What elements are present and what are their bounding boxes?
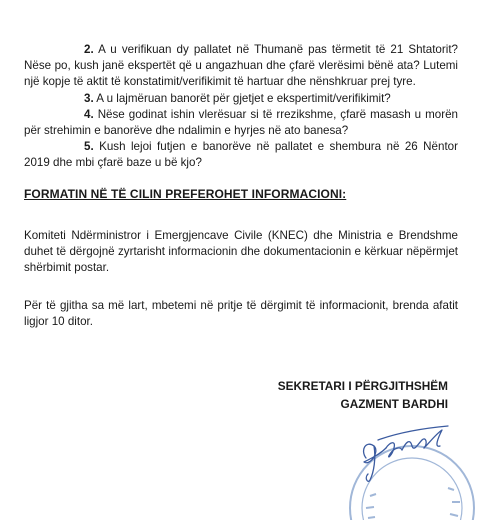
- question-text: A u verifikuan dy pallatet në Thumanë pas tërmetit të 21 Shtatorit? Nëse po, kush janë ekspertët që u angazhuan dhe çfarë vlerësimi bënë ata? Lutemi një kopje të aktit të konstatimit/verifikimit të hartuar dhe nënshkruar prej tyre.: [24, 43, 458, 89]
- question-number: 2.: [84, 43, 94, 56]
- format-paragraph: Komiteti Ndërministror i Emergjencave Civile (KNEC) dhe Ministria e Brendshme duhet të dërgojnë zyrtarisht informacionin dhe dokumentacionin e kërkuar nëpërmjet shërbimit postar.: [24, 229, 458, 275]
- signature-name: GAZMENT BARDHI: [340, 397, 448, 411]
- signature-stamp-area: [330, 418, 480, 520]
- question-number: 4.: [84, 107, 94, 121]
- questions-list: [24, 42, 458, 172]
- question-number: 3.: [84, 91, 94, 105]
- official-stamp: [330, 418, 480, 520]
- question-2: [24, 42, 458, 91]
- question-5: [24, 139, 458, 171]
- question-text: Kush lejoi futjen e banorëve në pallatet e shembura në 26 Nëntor 2019 dhe mbi çfarë baze u bë kjo?: [24, 140, 458, 170]
- question-text: Nëse godinat ishin vlerësuar si të rrezikshme, çfarë masash u morën për strehimin e banorëve dhe ndalimin e hyrjes në ato banesa?: [24, 107, 458, 138]
- question-4: [24, 107, 458, 139]
- format-heading: FORMATIN NË TË CILIN PREFEROHET INFORMACIONI:: [24, 187, 347, 201]
- closing-paragraph: Për të gjitha sa më lart, mbetemi në pritje të dërgimit të informacionit, brenda afatit ligjor 10 ditor.: [24, 299, 458, 329]
- signature-title: SEKRETARI I PËRGJITHSHËM: [277, 379, 448, 393]
- question-number: 5.: [84, 140, 94, 154]
- question-3: [24, 91, 458, 107]
- question-text: A u lajmëruan banorët për gjetjet e ekspertimit/verifikimit?: [96, 91, 391, 105]
